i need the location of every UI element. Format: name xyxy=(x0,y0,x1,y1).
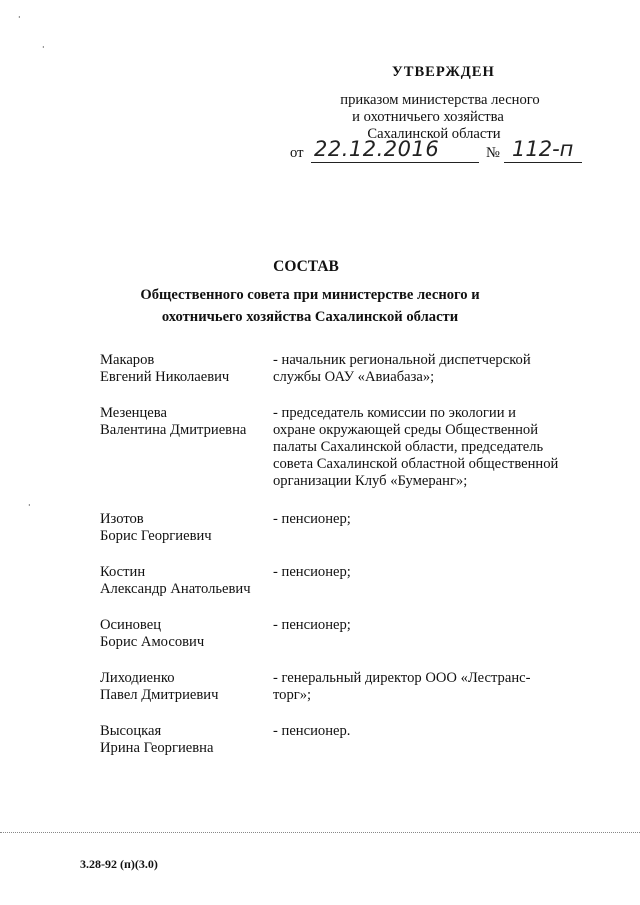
member-role: - генеральный директор ООО «Лестранс- торг»; xyxy=(273,670,531,703)
member-role: - пенсионер. xyxy=(273,723,351,739)
footer-code: 3.28-92 (п)(3.0) xyxy=(80,857,158,871)
member-row xyxy=(100,564,572,617)
number-underline xyxy=(504,162,582,163)
order-line: приказом министерства лесного xyxy=(340,92,540,108)
member-name: Изотов Борис Георгиевич xyxy=(100,511,212,544)
subtitle-line: Общественного совета при министерстве лесного и xyxy=(140,287,480,303)
member-name: Мезенцева Валентина Дмитриевна xyxy=(100,405,247,438)
date-underline xyxy=(311,162,479,163)
scan-dotted-line xyxy=(0,832,640,833)
number-value: 112-п xyxy=(512,137,574,161)
member-row xyxy=(100,511,572,564)
member-row xyxy=(100,723,572,763)
order-line: и охотничьего хозяйства xyxy=(352,109,504,125)
member-name: Осиновец Борис Амосович xyxy=(100,617,205,650)
scan-speck: ⸳ xyxy=(42,41,45,52)
date-value: 22.12.2016 xyxy=(314,137,440,161)
member-row xyxy=(100,352,572,405)
document-subtitle xyxy=(100,284,520,328)
member-name: Макаров Евгений Николаевич xyxy=(100,352,230,385)
member-role: - начальник региональной диспетчерской службы ОАУ «Авиабаза»; xyxy=(273,352,531,385)
number-label: № xyxy=(486,145,500,161)
member-row xyxy=(100,617,572,670)
member-row xyxy=(100,670,572,723)
scan-speck: ⸳ xyxy=(28,499,31,510)
members-list xyxy=(100,352,572,763)
order-line: Сахалинской области xyxy=(367,126,501,142)
subtitle-line: охотничьего хозяйства Сахалинской области xyxy=(161,309,459,325)
document-title: СОСТАВ xyxy=(273,258,339,275)
scan-speck: ⸳ xyxy=(18,11,21,22)
member-role: - пенсионер; xyxy=(273,511,351,527)
member-name: Высоцкая Ирина Георгиевна xyxy=(100,723,214,756)
member-row xyxy=(100,405,572,511)
member-role: - председатель комиссии по экологии и охране окружающей среды Общественной палаты Сахалинской области, председатель совета Сахалинской областной общественной организации Клуб «Бумеранг»; xyxy=(273,405,559,489)
member-role: - пенсионер; xyxy=(273,617,351,633)
member-name: Костин Александр Анатольевич xyxy=(100,564,251,597)
approved-title: УТВЕРЖДЕН xyxy=(392,64,495,80)
member-role: - пенсионер; xyxy=(273,564,351,580)
date-number-row xyxy=(290,137,590,165)
member-name: Лиходиенко Павел Дмитриевич xyxy=(100,670,219,703)
date-label: от xyxy=(290,145,304,161)
